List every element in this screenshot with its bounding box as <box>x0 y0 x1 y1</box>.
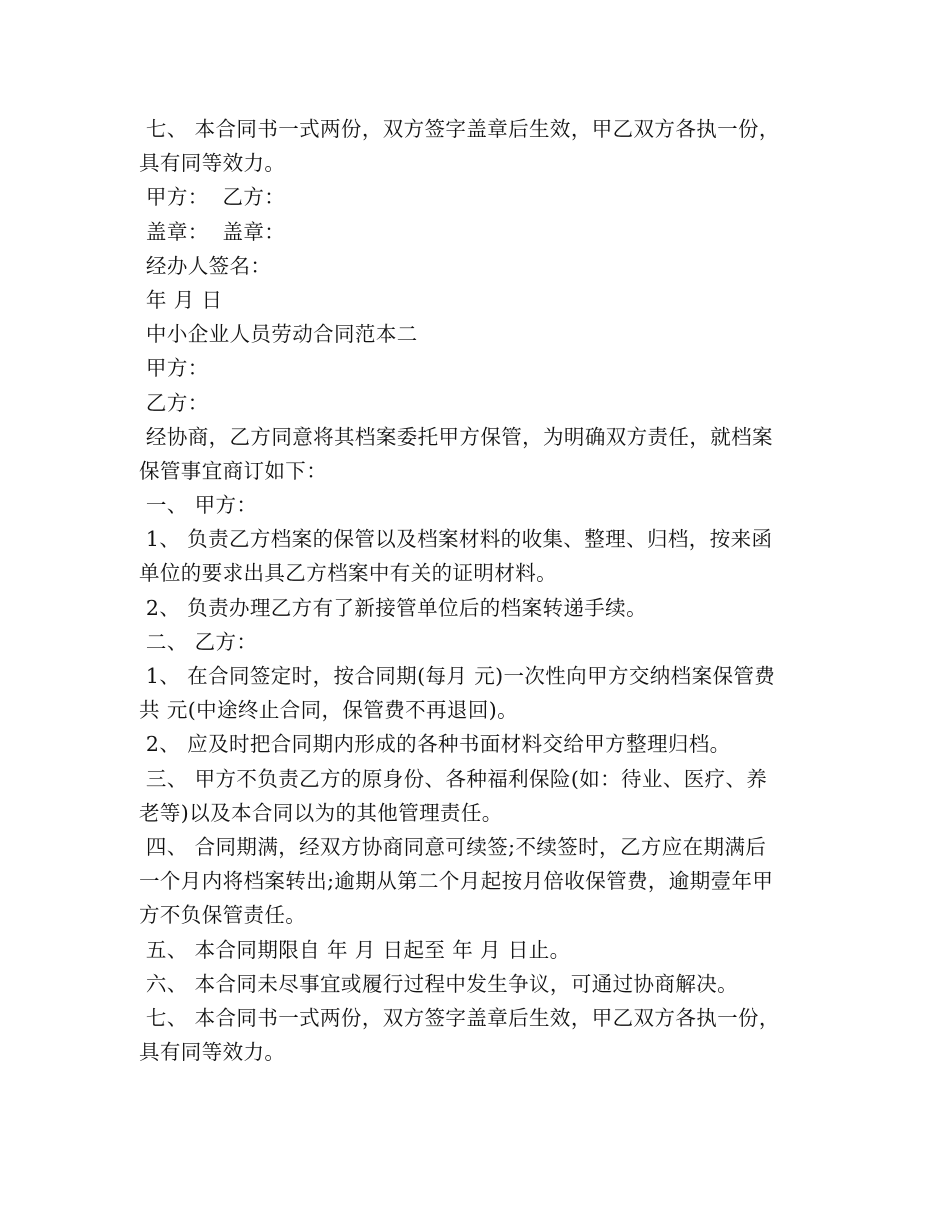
text-line: 1、 负责乙方档案的保管以及档案材料的收集、整理、归档，按来函 <box>139 527 773 552</box>
text-line: 经协商，乙方同意将其档案委托甲方保管，为明确双方责任，就档案 <box>139 424 773 449</box>
text-line: 六、 本合同未尽事宜或履行过程中发生争议，可通过协商解决。 <box>139 971 739 996</box>
text-line: 一、 甲方： <box>139 493 258 518</box>
text-line: 具有同等效力。 <box>139 1040 286 1065</box>
text-line: 单位的要求出具乙方档案中有关的证明材料。 <box>139 561 557 586</box>
text-line: 方不负保管责任。 <box>139 903 307 928</box>
text-line: 2、 应及时把合同期内形成的各种书面材料交给甲方整理归档。 <box>139 732 731 757</box>
text-line: 四、 合同期满，经双方协商同意可续签;不续签时，乙方应在期满后 <box>139 834 767 859</box>
text-line: 甲方： 乙方： <box>139 185 286 210</box>
text-line: 五、 本合同期限自 年 月 日起至 年 月 日止。 <box>139 937 571 962</box>
text-line: 盖章： 盖章： <box>139 219 286 244</box>
text-line: 七、 本合同书一式两份，双方签字盖章后生效，甲乙双方各执一份， <box>139 117 780 141</box>
contract-title: 中小企业人员劳动合同范本二 <box>139 322 418 347</box>
text-line: 乙方： <box>139 390 209 415</box>
document-page <box>139 112 819 1069</box>
text-line: 共 元(中途终止合同，保管费不再退回)。 <box>139 698 519 723</box>
text-line: 七、 本合同书一式两份，双方签字盖章后生效，甲乙双方各执一份， <box>139 1005 780 1030</box>
text-line: 1、 在合同签定时，按合同期(每月 元)一次性向甲方交纳档案保管费 <box>139 664 776 688</box>
text-line: 甲方： <box>139 356 209 381</box>
text-line: 具有同等效力。 <box>139 151 286 176</box>
text-line: 老等)以及本合同以为的其他管理责任。 <box>139 800 503 825</box>
text-line: 一个月内将档案转出;逾期从第二个月起按月倍收保管费，逾期壹年甲 <box>139 869 774 894</box>
text-line: 2、 负责办理乙方有了新接管单位后的档案转递手续。 <box>139 595 647 620</box>
text-line: 二、 乙方： <box>139 629 258 654</box>
text-line: 三、 甲方不负责乙方的原身份、各种福利保险(如：待业、医疗、养 <box>139 766 768 791</box>
text-line: 经办人签名： <box>139 253 272 278</box>
text-line: 年 月 日 <box>139 287 223 312</box>
text-line: 保管事宜商订如下： <box>139 458 328 483</box>
